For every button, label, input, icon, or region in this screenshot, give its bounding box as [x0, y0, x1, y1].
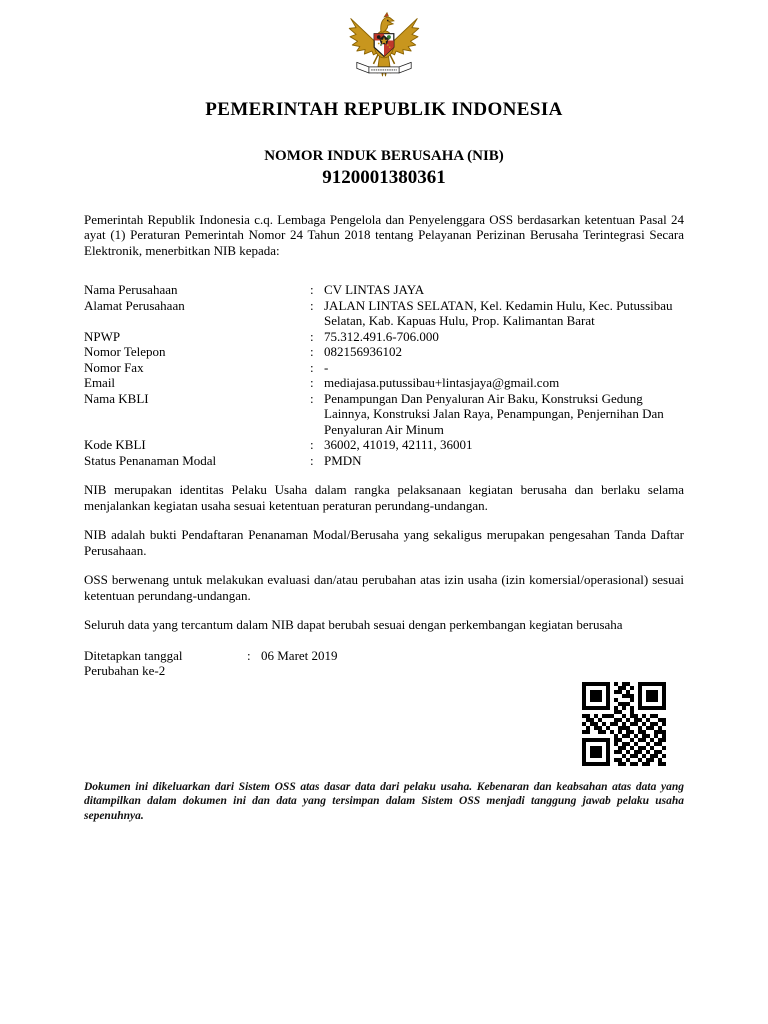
field-row — [84, 329, 684, 345]
field-value: PMDN — [324, 452, 362, 468]
field-colon: : — [310, 359, 314, 375]
field-colon: : — [310, 344, 314, 359]
disclaimer-text: Dokumen ini dikeluarkan dari Sistem OSS atas dasar data dari pelaku usaha. Kebenaran dan keabsahan atas data yang ditampilkan dalam dokumen ini dan data yang tersimpan dalam Sistem OSS menjadi tanggung jawab pelaku usaha sepenuhnya. — [84, 780, 684, 822]
body-paragraph: OSS berwenang untuk melakukan evaluasi dan/atau perubahan atas izin usaha (izin komersial/operasional) sesuai ketentuan perundang-undangan. — [84, 572, 684, 603]
field-label: Status Penanaman Modal — [84, 452, 217, 468]
field-colon: : — [310, 297, 314, 313]
issue-date-label: Ditetapkan tanggal — [84, 647, 183, 663]
field-label: Kode KBLI — [84, 437, 146, 452]
field-value: CV LINTAS JAYA — [324, 282, 425, 297]
body-paragraph: NIB merupakan identitas Pelaku Usaha dalam rangka pelaksanaan kegiatan berusaha dan berlaku selama menjalankan kegiatan usaha sesuai ketentuan peraturan perundang-undangan. — [84, 482, 684, 513]
field-colon: : — [310, 328, 314, 344]
field-label: NPWP — [84, 328, 121, 344]
field-value: - — [324, 359, 329, 375]
field-colon: : — [310, 375, 314, 390]
issue-date-colon: : — [247, 647, 251, 663]
field-label: Nomor Fax — [84, 359, 144, 375]
field-row — [84, 298, 684, 329]
garuda-pancasila-emblem — [346, 8, 422, 82]
field-label: Alamat Perusahaan — [84, 297, 185, 313]
body-paragraph: NIB adalah bukti Pendaftaran Penanaman Modal/Berusaha yang sekaligus merupakan pengesahan Tanda Daftar Perusahaan. — [84, 527, 684, 558]
field-value: JALAN LINTAS SELATAN, Kel. Kedamin Hulu, Kec. Putussibau Selatan, Kab. Kapuas Hulu, Prop. Kalimantan Barat — [324, 297, 673, 328]
field-colon: : — [310, 282, 314, 297]
field-colon: : — [310, 437, 314, 452]
field-label: Nomor Telepon — [84, 344, 166, 359]
revision-label: Perubahan ke-2 — [84, 663, 166, 678]
field-value: mediajasa.putussibau+lintasjaya@gmail.com — [324, 375, 560, 390]
field-label: Nama Perusahaan — [84, 282, 178, 297]
field-value: 36002, 41019, 42111, 36001 — [324, 437, 473, 452]
body-paragraph: Seluruh data yang tercantum dalam NIB dapat berubah sesuai dengan perkembangan kegiatan berusaha — [84, 617, 623, 632]
company-fields — [84, 282, 684, 468]
field-row — [84, 344, 684, 360]
field-row — [84, 282, 684, 298]
field-value: Penampungan Dan Penyaluran Air Baku, Konstruksi Gedung Lainnya, Konstruksi Jalan Raya, Penampungan, Penjernihan Dan Penyaluran Air Minum — [324, 390, 664, 437]
emblem-container — [84, 8, 684, 86]
field-row — [84, 375, 684, 391]
government-title: PEMERINTAH REPUBLIK INDONESIA — [205, 98, 563, 120]
field-colon: : — [310, 452, 314, 468]
field-row — [84, 360, 684, 376]
body-paragraphs — [84, 482, 684, 633]
field-colon: : — [310, 390, 314, 406]
field-label: Email — [84, 375, 116, 390]
nib-number: 9120001380361 — [322, 166, 446, 188]
document-heading: NOMOR INDUK BERUSAHA (NIB) — [264, 147, 504, 164]
field-value: 75.312.491.6-706.000 — [324, 328, 439, 344]
field-row — [84, 453, 684, 469]
field-value: 082156936102 — [324, 344, 402, 359]
field-row — [84, 391, 684, 438]
issuance-block — [84, 648, 684, 679]
qr-code — [582, 682, 666, 766]
field-row — [84, 437, 684, 453]
issue-date-value: 06 Maret 2019 — [261, 647, 338, 663]
qr-container — [84, 682, 684, 766]
intro-paragraph: Pemerintah Republik Indonesia c.q. Lembaga Pengelola dan Penyelenggara OSS berdasarkan ketentuan Pasal 24 ayat (1) Peraturan Pemerintah Nomor 24 Tahun 2018 tentang Pelayanan Perizinan Berusaha Terintegrasi Secara Elektronik, menerbitkan NIB kepada: — [84, 211, 684, 258]
field-label: Nama KBLI — [84, 390, 149, 406]
